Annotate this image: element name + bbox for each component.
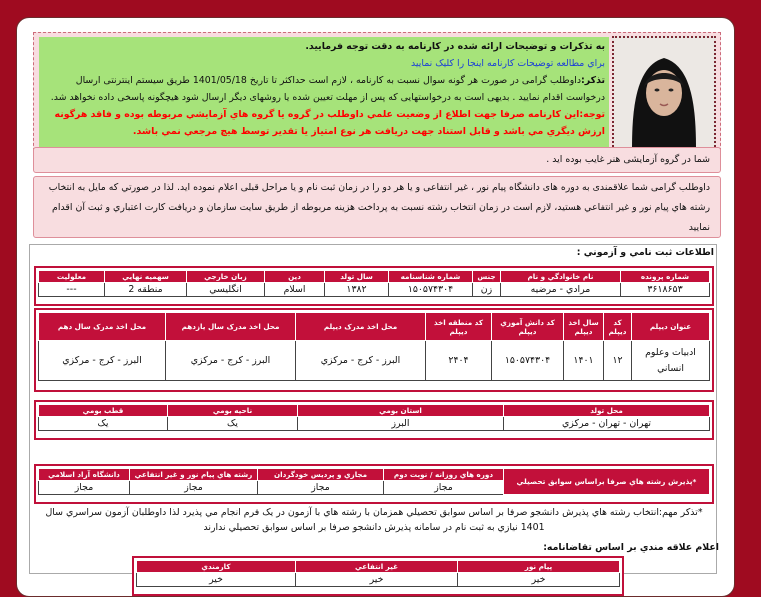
info-message-box	[33, 176, 721, 238]
table-header-row	[39, 405, 710, 417]
absent-message: شما در گروه آزمایشی هنر غایب بوده اید .	[546, 154, 710, 165]
cell-full-name: مرادي - مرضيه	[501, 283, 621, 297]
portrait-image-icon	[614, 38, 714, 149]
cell-virtual-pardis: مجاز	[258, 481, 384, 495]
col-native-pole: قطب بومي	[39, 405, 168, 417]
notice-text-area	[39, 37, 609, 149]
tazakor-paragraph	[43, 72, 605, 106]
col-nonprofit: غير انتفاعي	[296, 561, 458, 573]
col-daily-evening: دوره هاي روزانه / نوبت دوم	[384, 469, 504, 481]
cell-native-area: يک	[168, 417, 298, 431]
cell-employee: خير	[137, 573, 296, 587]
report-card	[16, 17, 735, 597]
personal-info-table-wrap	[34, 266, 714, 306]
col-diploma-location: محل اخذ مدرک ديپلم	[296, 313, 426, 341]
col-native-province: استان بومي	[298, 405, 504, 417]
col-disability: معلوليت	[39, 271, 105, 283]
interest-table-wrap	[132, 556, 624, 596]
row-header-records-based: *پذيرش رشته هاي صرفا براساس سوابق تحصيلي	[504, 469, 710, 495]
cell-disability: ---	[39, 283, 105, 297]
tavajoh-paragraph	[43, 106, 605, 140]
cell-diploma-location: البرز - کرج - مرکزي	[296, 341, 426, 381]
col-language: زبان خارجي	[187, 271, 265, 283]
cell-language: انگليسي	[187, 283, 265, 297]
birthplace-table	[38, 404, 710, 431]
table-row	[39, 283, 710, 297]
col-payamnoor-nonprofit: رشته هاي پيام نور و غير انتفاعي	[130, 469, 258, 481]
col-birthplace: محل تولد	[504, 405, 710, 417]
cell-region-code: ۲۴۰۴	[426, 341, 492, 381]
explanations-link[interactable]: براي مطالعه توضيحات کارنامه اينجا را کليک نماييد	[410, 58, 605, 69]
table-row	[137, 573, 620, 587]
col-virtual-pardis: مجازي و پرديس خودگردان	[258, 469, 384, 481]
cell-grade11-location: البرز - کرج - مرکزي	[166, 341, 296, 381]
cell-azad-university: مجاز	[39, 481, 130, 495]
col-diploma-code: کد ديپلم	[604, 313, 632, 341]
cell-diploma-title: ادبيات وعلوم انساني	[632, 341, 710, 381]
col-region-code: کد منطقه اخذ ديپلم	[426, 313, 492, 341]
cell-file-number: ۳۶۱۸۶۵۳	[621, 283, 710, 297]
table-row	[39, 341, 710, 381]
tavajoh-label: توجه:	[579, 109, 605, 120]
cell-nonprofit: خير	[296, 573, 458, 587]
col-file-number: شماره پرونده	[621, 271, 710, 283]
table-header-row	[39, 271, 710, 283]
diploma-info-table	[38, 312, 710, 381]
cell-birth-year: ۱۳۸۲	[325, 283, 389, 297]
col-id-number: شماره شناسنامه	[389, 271, 473, 283]
col-diploma-year: سال اخذ ديپلم	[564, 313, 604, 341]
tazakor-text: داوطلب گرامی در صورت هر گونه سوال نسبت به کارنامه ، لازم است حداکثر تا تاریخ 1401/05/18 طریق سیستم اینترنتی ارسال درخواست اقدام نمایید . بدیهی است به درخواستهایی که پس از مهلت تعیین شده یا روشهای دیگر ارسال شود هیچگونه پاسخی داده نخواهد شد.	[50, 75, 605, 103]
cell-quota: منطقه 2	[105, 283, 187, 297]
cell-diploma-code: ۱۲	[604, 341, 632, 381]
col-payamnoor: پيام نور	[458, 561, 620, 573]
admission-table-wrap	[34, 464, 714, 504]
notice-title: به تذکرات و توضیحات ارائه شده در کارنامه به دقت توجه فرمایید.	[305, 41, 605, 52]
absent-message-box	[33, 147, 721, 173]
col-diploma-title: عنوان ديپلم	[632, 313, 710, 341]
info-message: داوطلب گرامی شما علاقمندی به دوره های دانشگاه پیام نور ، غیر انتفاعی و یا هر دو را در زمان ثبت نام و یا مراحل قبلی اعلام نموده اید. لذا در صورتي که مايل به انتخاب رشته هاي پيام نور و غير انتفاعي هستيد، لازم است در زمان انتخاب رشته نسبت به پرداخت هزينه مربوطه از طريق سايت سازمان و دريافت کارت اعتباري و ثبت آن اقدام نماييد	[48, 182, 710, 233]
admission-table	[38, 468, 710, 495]
diploma-info-table-wrap	[34, 308, 714, 392]
col-gender: جنس	[473, 271, 501, 283]
cell-student-code: ۱۵۰۵۷۴۳۰۴	[492, 341, 564, 381]
col-full-name: نام خانوادگي و نام	[501, 271, 621, 283]
col-employee: کارمندي	[137, 561, 296, 573]
registration-section	[29, 244, 719, 585]
notice-box	[33, 32, 721, 156]
table-header-row	[137, 561, 620, 573]
table-row	[39, 417, 710, 431]
cell-id-number: ۱۵۰۵۷۴۳۰۴	[389, 283, 473, 297]
cell-native-pole: يک	[39, 417, 168, 431]
col-student-code: کد دانش آموزي ديپلم	[492, 313, 564, 341]
cell-grade10-location: البرز - کرج - مرکزي	[39, 341, 166, 381]
important-note: *تذکر مهم:انتخاب رشته هاي پذيرش دانشجو صرفا بر اساس سوابق تحصيلي همزمان با رشته هاي با آزمون در يک فرم انجام مي پذيرد لذا داوطلبان آزمون سراسري سال 1401 نيازي به ثبت نام در سامانه پذيرش دانشجو صرفا بر اساس سوابق تحصيلي ندارند	[45, 507, 703, 533]
table-header-row	[39, 469, 710, 481]
interest-title: اعلام علاقه مندي بر اساس تقاضانامه:	[543, 542, 719, 553]
cell-payamnoor-nonprofit: مجاز	[130, 481, 258, 495]
cell-native-province: البرز	[298, 417, 504, 431]
cell-religion: اسلام	[265, 283, 325, 297]
cell-birthplace: تهران - تهران - مرکزي	[504, 417, 710, 431]
registration-title: اطلاعات ثبت نامي و آزموني :	[576, 247, 714, 258]
col-religion: دين	[265, 271, 325, 283]
col-grade11-location: محل اخذ مدرک سال يازدهم	[166, 313, 296, 341]
col-birth-year: سال تولد	[325, 271, 389, 283]
tazakor-label: تذکر:	[581, 75, 605, 86]
birthplace-table-wrap	[34, 400, 714, 440]
candidate-photo	[612, 36, 716, 151]
cell-payamnoor: خير	[458, 573, 620, 587]
col-azad-university: دانشگاه آزاد اسلامي	[39, 469, 130, 481]
cell-daily-evening: مجاز	[384, 481, 504, 495]
col-grade10-location: محل اخذ مدرک سال دهم	[39, 313, 166, 341]
col-quota: سهميه نهايي	[105, 271, 187, 283]
tavajoh-text: اين کارنامه صرفا جهت اطلاع از وضعيت علمي داوطلب در گروه يا گروه هاي آزمايشي مربوطه بوده و فاقد هرگونه ارزش ديگري مي باشد و قابل استناد جهت دريافت هر نوع امتياز يا تقدير توسط هيچ مرجعي نمي باشد.	[54, 109, 605, 137]
table-header-row	[39, 313, 710, 341]
col-native-area: ناحيه بومي	[168, 405, 298, 417]
personal-info-table	[38, 270, 710, 297]
cell-gender: زن	[473, 283, 501, 297]
cell-diploma-year: ۱۴۰۱	[564, 341, 604, 381]
